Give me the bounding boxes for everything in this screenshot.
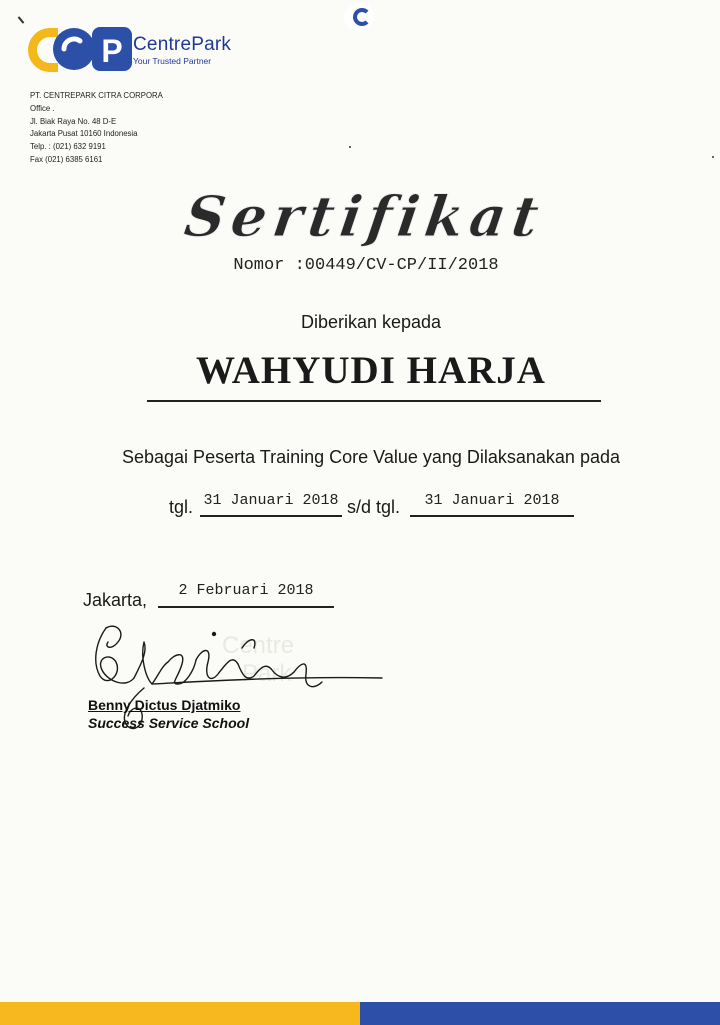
company-phone: Telp. : (021) 632 9191 <box>30 142 106 152</box>
brand-tagline: Your Trusted Partner <box>133 56 212 66</box>
footer-c-icon <box>353 8 371 26</box>
date-from-value: 31 Januari 2018 <box>203 492 339 509</box>
watermark-line1: Centre <box>222 632 295 659</box>
footer-yellow-band <box>0 1002 360 1025</box>
signer-name: Benny Dictus Djatmiko <box>88 697 241 713</box>
speck <box>712 156 714 158</box>
participation-description: Sebagai Peserta Training Core Value yang Dilaksanakan pada <box>122 447 620 467</box>
company-fax: Fax (021) 6385 6161 <box>30 154 103 164</box>
company-street: Jl. Biak Raya No. 48 D-E <box>30 116 117 126</box>
date-from-underline <box>200 515 342 517</box>
company-city: Jakarta Pusat 10160 Indonesia <box>30 129 138 139</box>
date-to-value: 31 Januari 2018 <box>424 492 560 509</box>
logo-letter: P <box>101 33 123 69</box>
certificate-title <box>140 178 610 250</box>
company-office: Office . <box>30 103 55 113</box>
recipient-underline <box>147 400 601 402</box>
given-to-label: Diberikan kepada <box>300 312 442 332</box>
logo-mark-tick <box>18 16 25 23</box>
logo-cp-icon <box>50 25 146 73</box>
date-to-label: s/d tgl. <box>347 497 401 517</box>
place-label: Jakarta, <box>83 590 148 610</box>
issue-date: 2 Februari 2018 <box>178 582 314 599</box>
company-name: PT. CENTREPARK CITRA CORPORA <box>30 91 163 100</box>
certificate-title-text: Sertifikat <box>180 184 549 250</box>
recipient-name: WAHYUDI HARJA <box>196 349 546 392</box>
footer-blue-band <box>360 1002 720 1025</box>
centrepark-logo <box>28 22 238 78</box>
signer-organization: Success Service School <box>88 715 250 731</box>
footer-band <box>0 1002 720 1025</box>
company-address <box>30 90 163 167</box>
watermark-line2: Park <box>242 660 292 687</box>
brand-name: CentrePark <box>133 34 232 55</box>
date-from-label: tgl. <box>169 497 194 517</box>
certificate-number: Nomor :00449/CV-CP/II/2018 <box>233 256 499 275</box>
speck <box>349 146 351 148</box>
issue-date-underline <box>158 606 334 608</box>
date-to-underline <box>410 515 574 517</box>
